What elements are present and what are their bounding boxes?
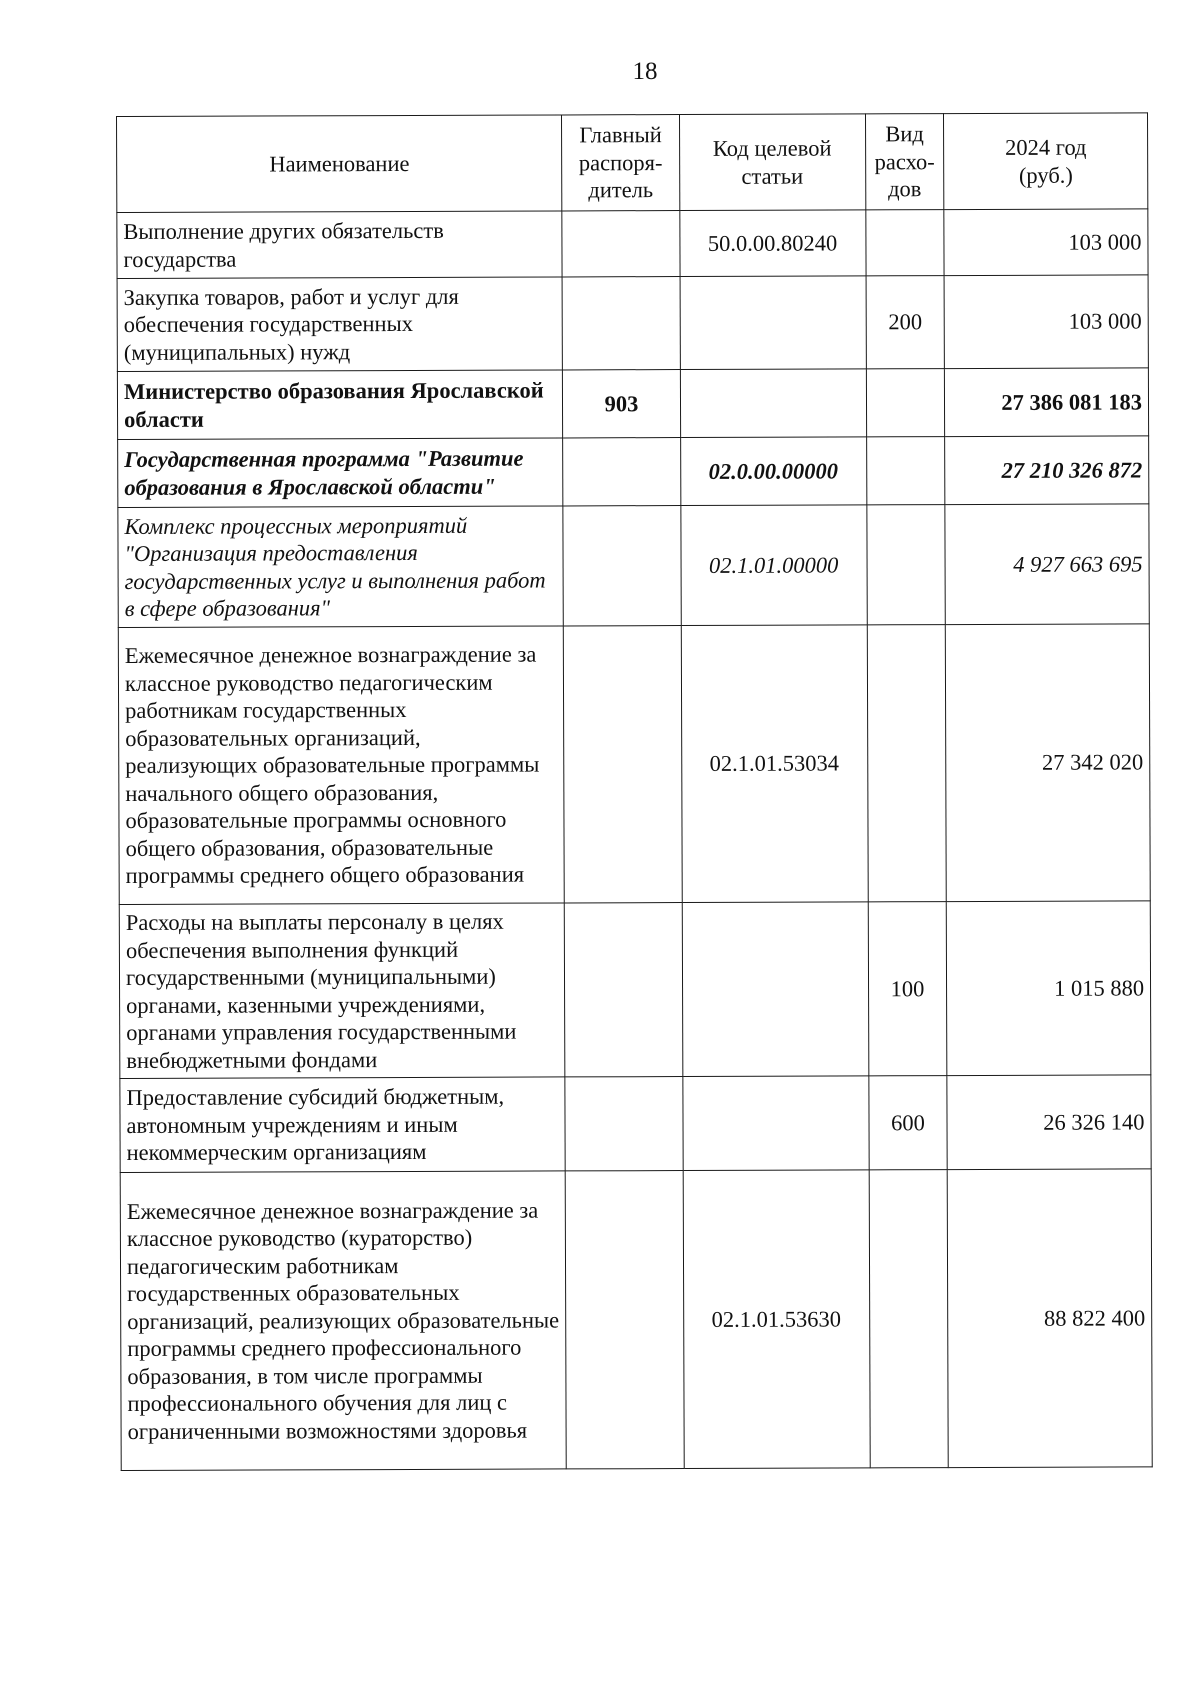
header-type xyxy=(865,114,944,210)
row-admin: 903 xyxy=(563,370,680,438)
table-row xyxy=(118,504,1149,628)
row-admin xyxy=(562,211,679,277)
row-type xyxy=(865,210,944,276)
header-admin-line-3: дитель xyxy=(588,177,654,203)
row-code: 02.1.01.53034 xyxy=(681,625,868,903)
row-type xyxy=(866,505,945,625)
row-type: 200 xyxy=(866,276,945,369)
header-name xyxy=(117,115,563,213)
row-amount: 103 000 xyxy=(944,275,1148,369)
row-admin xyxy=(565,1077,682,1171)
row-type xyxy=(869,1170,949,1468)
row-code: 02.0.00.00000 xyxy=(680,437,866,506)
row-admin xyxy=(564,626,682,903)
row-name: Государственная программа "Развитие образования в Ярославской области" xyxy=(118,438,564,508)
table-row xyxy=(118,624,1150,905)
row-admin xyxy=(565,903,683,1077)
header-code xyxy=(679,114,865,211)
header-code-line-2: статьи xyxy=(741,163,804,189)
row-name: Расходы на выплаты персоналу в целях обеспечения выполнения функций государственными (муниципальными) органами, казенными учреждениями, органами управления государственными внебюджетными фондами xyxy=(119,903,565,1079)
row-code xyxy=(682,902,869,1077)
table-row xyxy=(117,209,1148,279)
row-name: Ежемесячное денежное вознаграждение за классное руководство педагогическим работникам государственных образовательных организаций, реализующих образовательные программы начального общего образования, образовательные программы основного общего образования, образовательные программы среднего общего образования xyxy=(118,626,564,905)
table-row xyxy=(119,901,1151,1079)
table-row xyxy=(120,1169,1152,1471)
row-amount: 88 822 400 xyxy=(948,1169,1153,1468)
header-admin-line-1: Главный xyxy=(579,122,662,148)
row-admin xyxy=(563,506,681,626)
row-type xyxy=(867,625,947,902)
budget-table xyxy=(116,112,1153,1471)
row-amount: 103 000 xyxy=(944,209,1148,276)
row-type: 600 xyxy=(868,1076,947,1170)
row-name: Комплекс процессных мероприятий "Организация предоставления государственных услуг и выполнения работ в сфере образования" xyxy=(118,506,564,628)
row-amount: 4 927 663 695 xyxy=(945,504,1149,625)
row-code xyxy=(680,369,866,438)
row-amount: 27 210 326 872 xyxy=(945,436,1149,505)
header-name-text: Наименование xyxy=(269,150,410,177)
row-name: Закупка товаров, работ и услуг для обеспечения государственных (муниципальных) нужд xyxy=(117,277,563,372)
page-number: 18 xyxy=(632,58,658,85)
row-amount: 27 386 081 183 xyxy=(945,368,1149,437)
header-type-line-1: Вид xyxy=(885,121,924,147)
header-type-line-3: дов xyxy=(888,176,922,202)
table-row xyxy=(120,1075,1151,1173)
row-name: Предоставление субсидий бюджетным, автономным учреждениям и иным некоммерческим организациям xyxy=(120,1077,566,1173)
row-admin xyxy=(566,1171,684,1469)
table-header-row xyxy=(117,113,1148,213)
row-type xyxy=(866,369,945,437)
row-amount: 1 015 880 xyxy=(947,901,1151,1076)
row-code: 02.1.01.53630 xyxy=(683,1170,870,1469)
row-name: Выполнение других обязательств государства xyxy=(117,211,563,279)
row-code: 50.0.00.80240 xyxy=(679,210,865,277)
row-admin xyxy=(563,277,680,370)
row-code: 02.1.01.00000 xyxy=(680,505,866,626)
table-row xyxy=(117,368,1148,440)
table-row xyxy=(117,275,1148,372)
row-code xyxy=(680,276,866,370)
header-type-line-2: расхо- xyxy=(874,148,935,175)
row-code xyxy=(682,1076,868,1171)
header-amount-line-1: 2024 год xyxy=(1005,134,1087,160)
row-type xyxy=(866,437,945,505)
row-name: Министерство образования Ярославской области xyxy=(117,370,563,440)
header-admin xyxy=(562,115,679,211)
header-code-line-1: Код целевой xyxy=(712,135,832,161)
table-row xyxy=(118,436,1149,508)
row-admin xyxy=(563,438,680,506)
row-type: 100 xyxy=(868,902,947,1076)
row-name: Ежемесячное денежное вознаграждение за классное руководство (кураторство) педагогическим работникам государственных образовательных организаций, реализующих образовательные программы среднего профессионального образования, в том числе программы профессионального обучения для лиц с ограниченными возможностями здоровья xyxy=(120,1171,566,1471)
header-amount-line-2: (руб.) xyxy=(1018,162,1073,188)
header-admin-line-2: распоря- xyxy=(578,149,663,176)
header-amount xyxy=(944,113,1148,210)
row-amount: 27 342 020 xyxy=(946,624,1151,902)
row-amount: 26 326 140 xyxy=(947,1075,1151,1170)
